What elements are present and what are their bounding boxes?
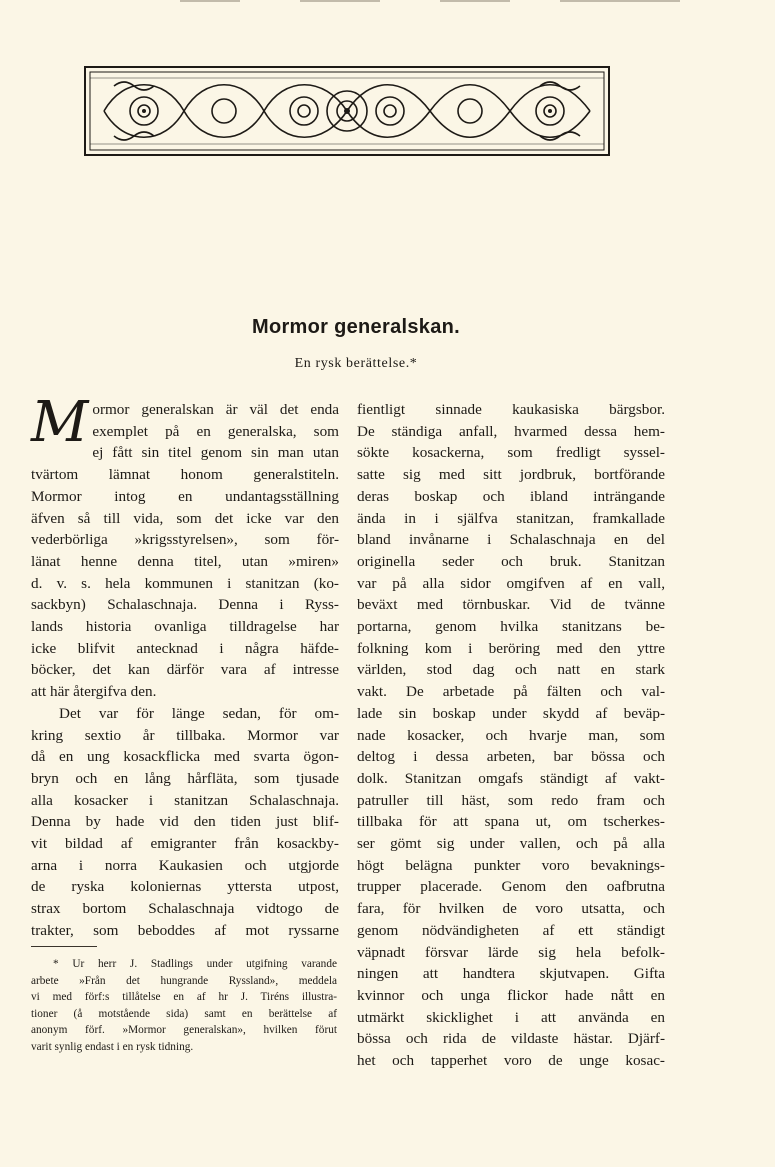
text-line: tvärtom lämnat honom generalstiteln. <box>31 466 339 484</box>
text-line: ser gömt sig under vallen, och på alla <box>357 835 665 853</box>
text-line: fara, för hvilken de voro utsatta, och <box>357 900 665 918</box>
text-line: äfven så till vida, som det icke var den <box>31 509 339 527</box>
text-line: arna i norra Kaukasien och utgjorde <box>31 856 339 874</box>
text-line: icke blifvit antecknad i några häfde- <box>31 639 339 657</box>
text-line: folkning kom i beröring med den yttre <box>357 639 665 657</box>
text-line: världen, stod dag och natt en stark <box>357 661 665 679</box>
text-line: vederbörliga »krigsstyrelsen», som för- <box>31 531 339 549</box>
text-line: böcker, det kan därför vara af intresse <box>31 661 339 679</box>
text-line: dolk. Stanitzan omgafs ständigt af vakt- <box>357 769 665 787</box>
article-title: Mormor generalskan. <box>252 316 460 338</box>
text-line: bryn och en lång hårfläta, som tjusade <box>31 769 339 787</box>
text-line: exemplet på en generalska, som <box>92 422 339 440</box>
text-line: fientligt sinnade kaukasiska bärgsbor. <box>357 401 665 418</box>
top-edge-marks <box>180 0 680 2</box>
text-line: då en ung kosackflicka med svarta ögon- <box>31 748 339 766</box>
text-line: het och tapperhet voro de unge kosac- <box>357 1052 665 1070</box>
text-line: vit bildad af emigranter från kosackby- <box>31 835 339 853</box>
footnote-line: arbete »Från det hungrande Ryssland», meddela <box>31 974 337 987</box>
text-line: alla kosacker i stanitzan Schalaschnaja. <box>31 791 339 809</box>
footnote <box>31 956 337 1056</box>
text-line: bland invånarne i Schalaschnaja en del <box>357 531 665 549</box>
text-line: Mormor intog en undantagsställning <box>31 487 339 505</box>
footnote-line: varit synlig endast i en rysk tidning. <box>31 1040 194 1053</box>
text-line: ända in i själfva stanitzan, framkallade <box>357 509 665 527</box>
text-line: länat henne denna titel, utan »miren» <box>31 552 339 570</box>
text-line: ej fått sin titel genom sin man utan <box>92 444 339 462</box>
text-line: d. v. s. hela kommunen i stanitzan (ko- <box>31 574 339 592</box>
text-line: ormor generalskan är väl det enda <box>92 401 339 418</box>
footnote-rule <box>31 946 97 947</box>
ornamental-header-band <box>84 66 610 156</box>
text-line: sökte kosackerna, som fredligt syssel- <box>357 444 665 462</box>
text-line: sackbyn) Schalaschnaja. Denna i Ryss- <box>31 596 339 614</box>
text-line: bössa och rida de vildaste hästar. Djärf- <box>357 1030 665 1048</box>
text-line: var på alla sidor omgifven af en vall, <box>357 574 665 592</box>
text-line: De ständiga anfall, hvarmed dessa hem- <box>357 422 665 440</box>
footnote-line: tioner (å motstående sida) samt en berättelse af <box>31 1007 337 1020</box>
first-paragraph <box>31 390 339 703</box>
text-line: ningen att handtera skjutvapen. Gifta <box>357 965 665 983</box>
text-line: att här återgifva den. <box>31 683 157 701</box>
footnote-line: anonym förf. »Mormor generalskan», hvilken förut <box>31 1024 337 1037</box>
footnote-line: vi med förf:s tillåtelse en af hr J. Tiréns illustra- <box>31 991 337 1004</box>
drop-cap: M <box>31 390 89 455</box>
footnote-line: * Ur herr J. Stadlings under utgifning varande <box>53 958 337 970</box>
text-line: deras boskap och ibland inträngande <box>357 487 665 505</box>
text-line: Det var för länge sedan, för om- <box>59 704 339 722</box>
text-line: kring sextio år tillbaka. Mormor var <box>31 726 339 744</box>
text-line: beväxt med törnbuskar. Vid de tvänne <box>357 596 665 614</box>
second-paragraph <box>31 703 339 942</box>
text-line: genom nödvändigheten af ett ständigt <box>357 921 665 939</box>
article-subtitle: En rysk berättelse.* <box>294 356 418 371</box>
text-line: deltog i dessa arbeten, bar bössa och <box>357 748 665 766</box>
text-line: väpnadt försvar lärde sig hela befolk- <box>357 943 665 961</box>
text-line: trakter, som beboddes af mot ryssarne <box>31 921 339 939</box>
text-line: lade sin boskap under skydd af beväp- <box>357 704 665 722</box>
text-line: lands historia ovanliga tilldragelse har <box>31 618 339 636</box>
text-line: utmärkt skicklighet i att använda en <box>357 1008 665 1026</box>
text-line: högt belägna punkter voro bevaknings- <box>357 856 665 874</box>
left-column <box>31 390 339 942</box>
text-line: strax bortom Schalaschnaja vidtogo de <box>31 900 339 918</box>
text-line: tillbaka för att spana ut, om tscherkes- <box>357 813 665 831</box>
text-line: satte sig med sitt jordbruk, bortförande <box>357 466 665 484</box>
text-line: trupper placerade. Genom den oafbrutna <box>357 878 665 896</box>
text-line: portarna, genom hvilka stanitzans be- <box>357 618 665 636</box>
text-line: nade kosacker, och hvarje man, som <box>357 726 665 744</box>
text-line: vakt. De arbetade på fälten och val- <box>357 683 665 701</box>
text-line: de ryska koloniernas yttersta utpost, <box>31 878 339 896</box>
text-line: originella seder och bruk. Stanitzan <box>357 552 665 570</box>
text-line: Denna by hade vid den tiden just blif- <box>31 813 339 831</box>
text-line: patruller till häst, som redo fram och <box>357 791 665 809</box>
text-line: kvinnor och unga flickor hade nått en <box>357 986 665 1004</box>
right-column <box>357 399 665 1072</box>
